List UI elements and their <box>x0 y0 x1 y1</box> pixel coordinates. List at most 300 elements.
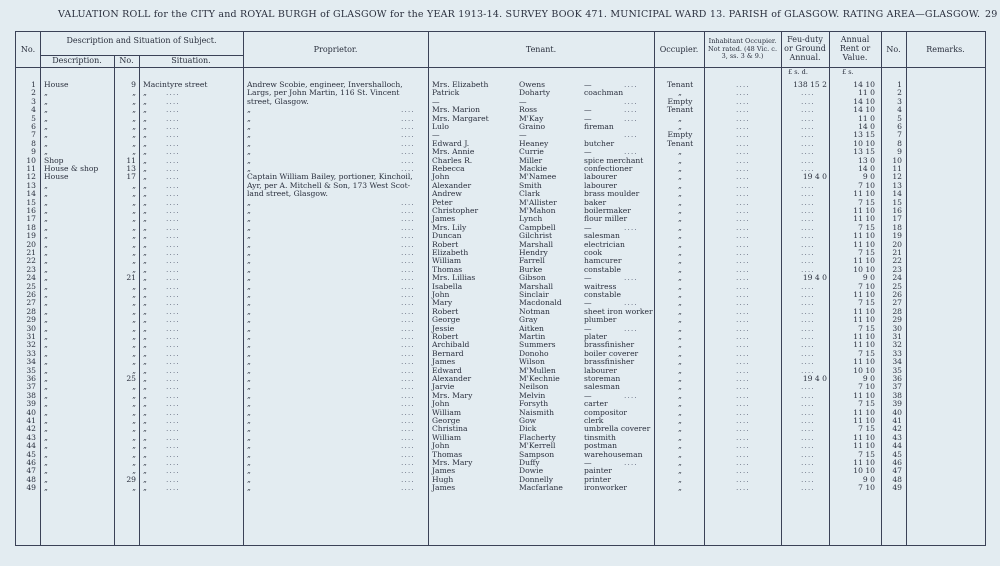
rent-cell: 11 10 <box>853 189 875 199</box>
entry-number-right: 12 <box>892 172 902 182</box>
situation-cell: „ <box>143 390 147 400</box>
tenant-first-name: Patrick <box>432 88 460 98</box>
dot-leader: .... <box>801 105 815 115</box>
tenant-occupation: boiler coverer <box>584 348 639 358</box>
dot-leader: .... <box>736 113 750 123</box>
tenant-surname: Melvin <box>519 390 546 400</box>
situation-cell: „ <box>143 365 147 375</box>
roll-row <box>16 434 985 442</box>
dot-leader: .... <box>401 248 415 257</box>
dot-leader: .... <box>166 222 180 232</box>
situation-cell: „ <box>143 164 147 173</box>
roll-row <box>16 459 985 467</box>
dot-leader: .... <box>801 323 815 333</box>
occupier-cell: „ <box>678 164 682 173</box>
entry-number-right: 5 <box>897 113 902 123</box>
header-feu-duty: Feu-duty or Ground Annual. <box>784 35 826 62</box>
tenant-surname: Naismith <box>519 407 555 417</box>
rent-cell: 14 0 <box>858 164 875 173</box>
dot-leader: .... <box>166 122 180 131</box>
entry-number-right: 38 <box>892 390 902 400</box>
feu-duty-cell: 138 15 2 <box>793 80 827 89</box>
tenant-occupation: printer <box>584 474 611 484</box>
proprietor-cell: „ <box>247 130 251 140</box>
tenant-surname: M'Kay <box>519 113 544 123</box>
dot-leader: .... <box>166 416 180 425</box>
entry-number: 16 <box>26 206 36 215</box>
tenant-occupation: constable <box>584 264 621 274</box>
tenant-first-name: — <box>432 96 440 106</box>
proprietor-cell: „ <box>247 407 251 417</box>
occupier-cell: „ <box>678 315 682 325</box>
tenant-occupation: flour miller <box>584 214 628 224</box>
occupier-cell: „ <box>678 189 682 199</box>
situation-cell: „ <box>143 214 147 224</box>
roll-row <box>16 199 985 207</box>
dot-leader: .... <box>166 357 180 367</box>
dot-leader: .... <box>801 180 815 190</box>
proprietor-cell: „ <box>247 441 251 451</box>
occupier-cell: „ <box>678 449 682 459</box>
occupier-cell: „ <box>678 155 682 165</box>
dot-leader: .... <box>801 315 815 325</box>
occupier-cell: „ <box>678 290 682 299</box>
occupier-cell: „ <box>678 281 682 291</box>
house-number-cell: „ <box>132 348 136 358</box>
tenant-surname: Dick <box>519 424 537 434</box>
entry-number-right: 13 <box>892 180 902 190</box>
tenant-surname: Donoho <box>519 348 549 358</box>
occupier-cell: „ <box>678 88 682 98</box>
entry-number-right: 28 <box>892 306 902 316</box>
description-cell: „ <box>44 374 48 383</box>
header-situation: Situation. <box>171 56 211 65</box>
description-cell: „ <box>44 407 48 417</box>
tenant-occupation: salesman <box>584 231 620 241</box>
proprietor-cell: „ <box>247 416 251 425</box>
entry-number: 19 <box>26 231 36 241</box>
tenant-surname: Sinclair <box>519 290 549 299</box>
tenant-occupation: — <box>584 80 592 89</box>
entry-number-right: 47 <box>892 466 902 476</box>
description-cell: „ <box>44 458 48 467</box>
description-cell: „ <box>44 416 48 425</box>
situation-cell: „ <box>143 306 147 316</box>
dot-leader: .... <box>736 306 750 316</box>
roll-row <box>16 467 985 475</box>
proprietor-cell: street, Glasgow. <box>247 96 309 106</box>
rent-cell: 10 10 <box>853 466 875 476</box>
roll-row <box>16 383 985 391</box>
dot-leader: .... <box>736 197 750 207</box>
proprietor-cell: „ <box>247 432 251 442</box>
valuation-roll-table <box>15 31 986 546</box>
entry-number: 48 <box>26 474 36 484</box>
proprietor-cell: „ <box>247 206 251 215</box>
entry-number: 36 <box>26 374 36 383</box>
entry-number: 30 <box>26 323 36 333</box>
situation-cell: „ <box>143 197 147 207</box>
dot-leader: .... <box>801 390 815 400</box>
roll-row <box>16 165 985 173</box>
description-cell: „ <box>44 222 48 232</box>
header-tenant: Tenant. <box>525 45 557 54</box>
tenant-surname: Gray <box>519 315 538 325</box>
dot-leader: .... <box>736 441 750 451</box>
description-cell: „ <box>44 273 48 283</box>
dot-leader: .... <box>736 298 750 308</box>
occupier-cell: „ <box>678 458 682 467</box>
situation-cell: „ <box>143 449 147 459</box>
rent-cell: 14 10 <box>853 80 875 89</box>
tenant-occupation: — <box>584 273 592 283</box>
tenant-surname: Graino <box>519 122 546 131</box>
tenant-surname: Marshall <box>519 239 554 249</box>
dot-leader: .... <box>401 214 415 224</box>
entry-number-right: 32 <box>892 340 902 350</box>
tenant-surname: Wilson <box>519 357 545 367</box>
rent-cell: 11 10 <box>853 340 875 350</box>
entry-number: 46 <box>26 458 36 467</box>
entry-number-right: 41 <box>892 416 902 425</box>
tenant-occupation: labourer <box>584 365 618 375</box>
roll-row <box>16 283 985 291</box>
description-cell: „ <box>44 197 48 207</box>
dot-leader: .... <box>736 138 750 148</box>
dot-leader: .... <box>166 105 180 115</box>
dot-leader: .... <box>736 264 750 274</box>
rent-cell: 11 10 <box>853 357 875 367</box>
proprietor-cell: „ <box>247 122 251 131</box>
tenant-occupation: hamcurer <box>584 256 622 266</box>
rent-cell: 9 0 <box>862 474 875 484</box>
description-cell: „ <box>44 382 48 392</box>
proprietor-cell: „ <box>247 155 251 165</box>
proprietor-cell: „ <box>247 382 251 392</box>
tenant-first-name: Archibald <box>432 340 470 350</box>
rent-cell: 11 10 <box>853 306 875 316</box>
house-number-cell: „ <box>132 214 136 224</box>
dot-leader: .... <box>401 374 415 383</box>
dot-leader: .... <box>166 281 180 291</box>
dot-leader: .... <box>401 256 415 266</box>
dot-leader: .... <box>166 365 180 375</box>
house-number-cell: „ <box>132 483 136 493</box>
roll-row <box>16 451 985 459</box>
entry-number: 15 <box>26 197 36 207</box>
tenant-occupation: electrician <box>584 239 625 249</box>
dot-leader: .... <box>166 197 180 207</box>
dot-leader: .... <box>401 113 415 123</box>
dot-leader: .... <box>736 147 750 157</box>
dot-leader: .... <box>736 155 750 165</box>
rent-cell: 11 10 <box>853 332 875 341</box>
rent-money-units: £ s. <box>842 68 854 76</box>
entry-number: 7 <box>31 130 36 140</box>
roll-row <box>16 325 985 333</box>
dot-leader: .... <box>801 306 815 316</box>
roll-row <box>16 476 985 484</box>
description-cell: „ <box>44 483 48 493</box>
entry-number: 34 <box>26 357 36 367</box>
roll-row <box>16 299 985 307</box>
entry-number: 41 <box>26 416 36 425</box>
roll-row <box>16 98 985 106</box>
proprietor-cell: „ <box>247 290 251 299</box>
tenant-first-name: Mrs. Annie <box>432 147 475 157</box>
roll-row <box>16 249 985 257</box>
description-cell: House & shop <box>44 164 99 173</box>
house-number-cell: „ <box>132 147 136 157</box>
header-no-right: No. <box>886 45 901 54</box>
proprietor-cell: „ <box>247 374 251 383</box>
rent-cell: 14 0 <box>858 122 875 131</box>
entry-number-right: 22 <box>892 256 902 266</box>
house-number-cell: 25 <box>126 374 136 383</box>
situation-cell: „ <box>143 264 147 274</box>
roll-row <box>16 375 985 383</box>
dot-leader: .... <box>401 281 415 291</box>
occupier-cell: „ <box>678 432 682 442</box>
dot-leader: .... <box>801 298 815 308</box>
rent-cell: 7 15 <box>858 348 875 358</box>
proprietor-cell: „ <box>247 483 251 493</box>
dot-leader: .... <box>801 466 815 476</box>
tenant-surname: Summers <box>519 340 556 350</box>
dot-leader: .... <box>401 155 415 165</box>
entry-number: 39 <box>26 399 36 409</box>
entry-number-right: 6 <box>897 122 902 131</box>
tenant-surname: M'Mullen <box>519 365 556 375</box>
dot-leader: .... <box>166 306 180 316</box>
roll-row <box>16 173 985 181</box>
proprietor-cell: „ <box>247 348 251 358</box>
tenant-first-name: James <box>432 466 456 476</box>
dot-leader: .... <box>801 122 815 131</box>
entry-number: 29 <box>26 315 36 325</box>
dot-leader: .... <box>736 164 750 173</box>
header-occupier: Occupier. <box>659 45 699 54</box>
house-number-cell: „ <box>132 390 136 400</box>
house-number-cell: „ <box>132 138 136 148</box>
header-desc-group: Description and Situation of Subject. <box>66 36 217 45</box>
tenant-occupation: — <box>584 390 592 400</box>
dot-leader: .... <box>801 155 815 165</box>
tenant-first-name: William <box>432 432 462 442</box>
entry-number-right: 24 <box>892 273 902 283</box>
occupier-cell: „ <box>678 441 682 451</box>
entry-number-right: 29 <box>892 315 902 325</box>
tenant-surname: Campbell <box>519 222 556 232</box>
tenant-surname: Forsyth <box>519 399 549 409</box>
dot-leader: .... <box>736 273 750 283</box>
tenant-surname: Macdonald <box>519 298 562 308</box>
dot-leader: .... <box>624 105 638 115</box>
occupier-cell: „ <box>678 239 682 249</box>
dot-leader: .... <box>166 407 180 417</box>
entry-number: 26 <box>26 290 36 299</box>
page-number: 29 <box>985 9 998 20</box>
proprietor-cell: „ <box>247 256 251 266</box>
tenant-first-name: Robert <box>432 239 459 249</box>
proprietor-cell: „ <box>247 231 251 241</box>
dot-leader: .... <box>401 399 415 409</box>
tenant-occupation: spice merchant <box>584 155 644 165</box>
entry-number-right: 9 <box>897 147 902 157</box>
dot-leader: .... <box>736 105 750 115</box>
entry-number: 13 <box>26 180 36 190</box>
dot-leader: .... <box>801 449 815 459</box>
dot-leader: .... <box>801 348 815 358</box>
house-number-cell: „ <box>132 466 136 476</box>
tenant-occupation: labourer <box>584 180 618 190</box>
tenant-surname: — <box>519 130 527 140</box>
header-proprietor: Proprietor. <box>313 45 358 54</box>
dot-leader: .... <box>166 348 180 358</box>
situation-cell: „ <box>143 323 147 333</box>
occupier-cell: Empty <box>667 130 693 140</box>
proprietor-cell: „ <box>247 298 251 308</box>
dot-leader: .... <box>624 113 638 123</box>
rent-cell: 7 15 <box>858 323 875 333</box>
occupier-cell: „ <box>678 407 682 417</box>
dot-leader: .... <box>401 483 415 493</box>
situation-cell: „ <box>143 189 147 199</box>
rent-cell: 7 15 <box>858 298 875 308</box>
dot-leader: .... <box>166 113 180 123</box>
situation-cell: „ <box>143 105 147 115</box>
dot-leader: .... <box>166 466 180 476</box>
rent-cell: 11 10 <box>853 256 875 266</box>
occupier-cell: „ <box>678 298 682 308</box>
tenant-first-name: Mrs. Margaret <box>432 113 489 123</box>
situation-cell: „ <box>143 357 147 367</box>
tenant-surname: Burke <box>519 264 543 274</box>
description-cell: „ <box>44 214 48 224</box>
occupier-cell: Empty <box>667 96 693 106</box>
situation-cell: „ <box>143 424 147 434</box>
tenant-first-name: Duncan <box>432 231 462 241</box>
dot-leader: .... <box>736 483 750 493</box>
dot-leader: .... <box>401 239 415 249</box>
rent-cell: 7 15 <box>858 424 875 434</box>
house-number-cell: 17 <box>126 172 136 182</box>
entry-number-right: 3 <box>897 96 902 106</box>
entry-number-right: 33 <box>892 348 902 358</box>
entry-number-right: 23 <box>892 264 902 274</box>
tenant-first-name: Mrs. Marion <box>432 105 480 115</box>
dot-leader: .... <box>401 264 415 274</box>
situation-cell: „ <box>143 332 147 341</box>
dot-leader: .... <box>801 164 815 173</box>
entry-number-right: 37 <box>892 382 902 392</box>
roll-row <box>16 367 985 375</box>
dot-leader: .... <box>624 323 638 333</box>
tenant-occupation: baker <box>584 197 607 207</box>
entry-number: 23 <box>26 264 36 274</box>
house-number-cell: „ <box>132 382 136 392</box>
tenant-surname: Martin <box>519 332 546 341</box>
dot-leader: .... <box>801 365 815 375</box>
dot-leader: .... <box>401 416 415 425</box>
tenant-first-name: Bernard <box>432 348 464 358</box>
entry-number: 12 <box>26 172 36 182</box>
dot-leader: .... <box>801 248 815 257</box>
entry-number-right: 30 <box>892 323 902 333</box>
entry-number: 11 <box>26 164 36 173</box>
tenant-surname: Duffy <box>519 458 540 467</box>
house-number-cell: „ <box>132 357 136 367</box>
rent-cell: 13 15 <box>853 130 875 140</box>
house-number-cell: 21 <box>126 273 136 283</box>
tenant-surname: Owens <box>519 80 546 89</box>
rent-cell: 7 10 <box>858 483 875 493</box>
description-cell: „ <box>44 290 48 299</box>
tenant-occupation: confectioner <box>584 164 633 173</box>
proprietor-cell: „ <box>247 239 251 249</box>
dot-leader: .... <box>801 416 815 425</box>
house-number-cell: „ <box>132 449 136 459</box>
rent-cell: 10 10 <box>853 264 875 274</box>
occupier-cell: „ <box>678 390 682 400</box>
tenant-first-name: William <box>432 256 462 266</box>
dot-leader: .... <box>736 340 750 350</box>
house-number-cell: „ <box>132 248 136 257</box>
house-number-cell: „ <box>132 290 136 299</box>
dot-leader: .... <box>736 189 750 199</box>
tenant-first-name: Elizabeth <box>432 248 469 257</box>
entry-number: 45 <box>26 449 36 459</box>
proprietor-cell: „ <box>247 424 251 434</box>
proprietor-cell: „ <box>247 273 251 283</box>
situation-cell: „ <box>143 130 147 140</box>
tenant-surname: M'Mahon <box>519 206 556 215</box>
tenant-surname: Neilson <box>519 382 549 392</box>
situation-cell: „ <box>143 315 147 325</box>
dot-leader: .... <box>166 264 180 274</box>
tenant-occupation: brass moulder <box>584 189 640 199</box>
dot-leader: .... <box>166 323 180 333</box>
house-number-cell: „ <box>132 206 136 215</box>
house-number-cell: „ <box>132 105 136 115</box>
situation-cell: „ <box>143 281 147 291</box>
dot-leader: .... <box>401 206 415 215</box>
dot-leader: .... <box>801 96 815 106</box>
rent-cell: 7 15 <box>858 222 875 232</box>
situation-cell: „ <box>143 231 147 241</box>
feu-duty-cell: 19 4 0 <box>802 273 827 283</box>
rent-cell: 7 10 <box>858 180 875 190</box>
rent-cell: 7 10 <box>858 382 875 392</box>
house-number-cell: „ <box>132 416 136 425</box>
tenant-surname: Ross <box>519 105 538 115</box>
entry-number: 33 <box>26 348 36 358</box>
description-cell: „ <box>44 130 48 140</box>
entry-number-right: 8 <box>897 138 902 148</box>
entry-number: 47 <box>26 466 36 476</box>
entry-number: 44 <box>26 441 36 451</box>
house-number-cell: „ <box>132 113 136 123</box>
house-number-cell: „ <box>132 239 136 249</box>
dot-leader: .... <box>801 458 815 467</box>
dot-leader: .... <box>736 206 750 215</box>
dot-leader: .... <box>736 365 750 375</box>
roll-row <box>16 291 985 299</box>
situation-cell: „ <box>143 466 147 476</box>
situation-cell: „ <box>143 407 147 417</box>
header-annual-rent: Annual Rent or Value. <box>839 35 871 62</box>
dot-leader: .... <box>401 340 415 350</box>
